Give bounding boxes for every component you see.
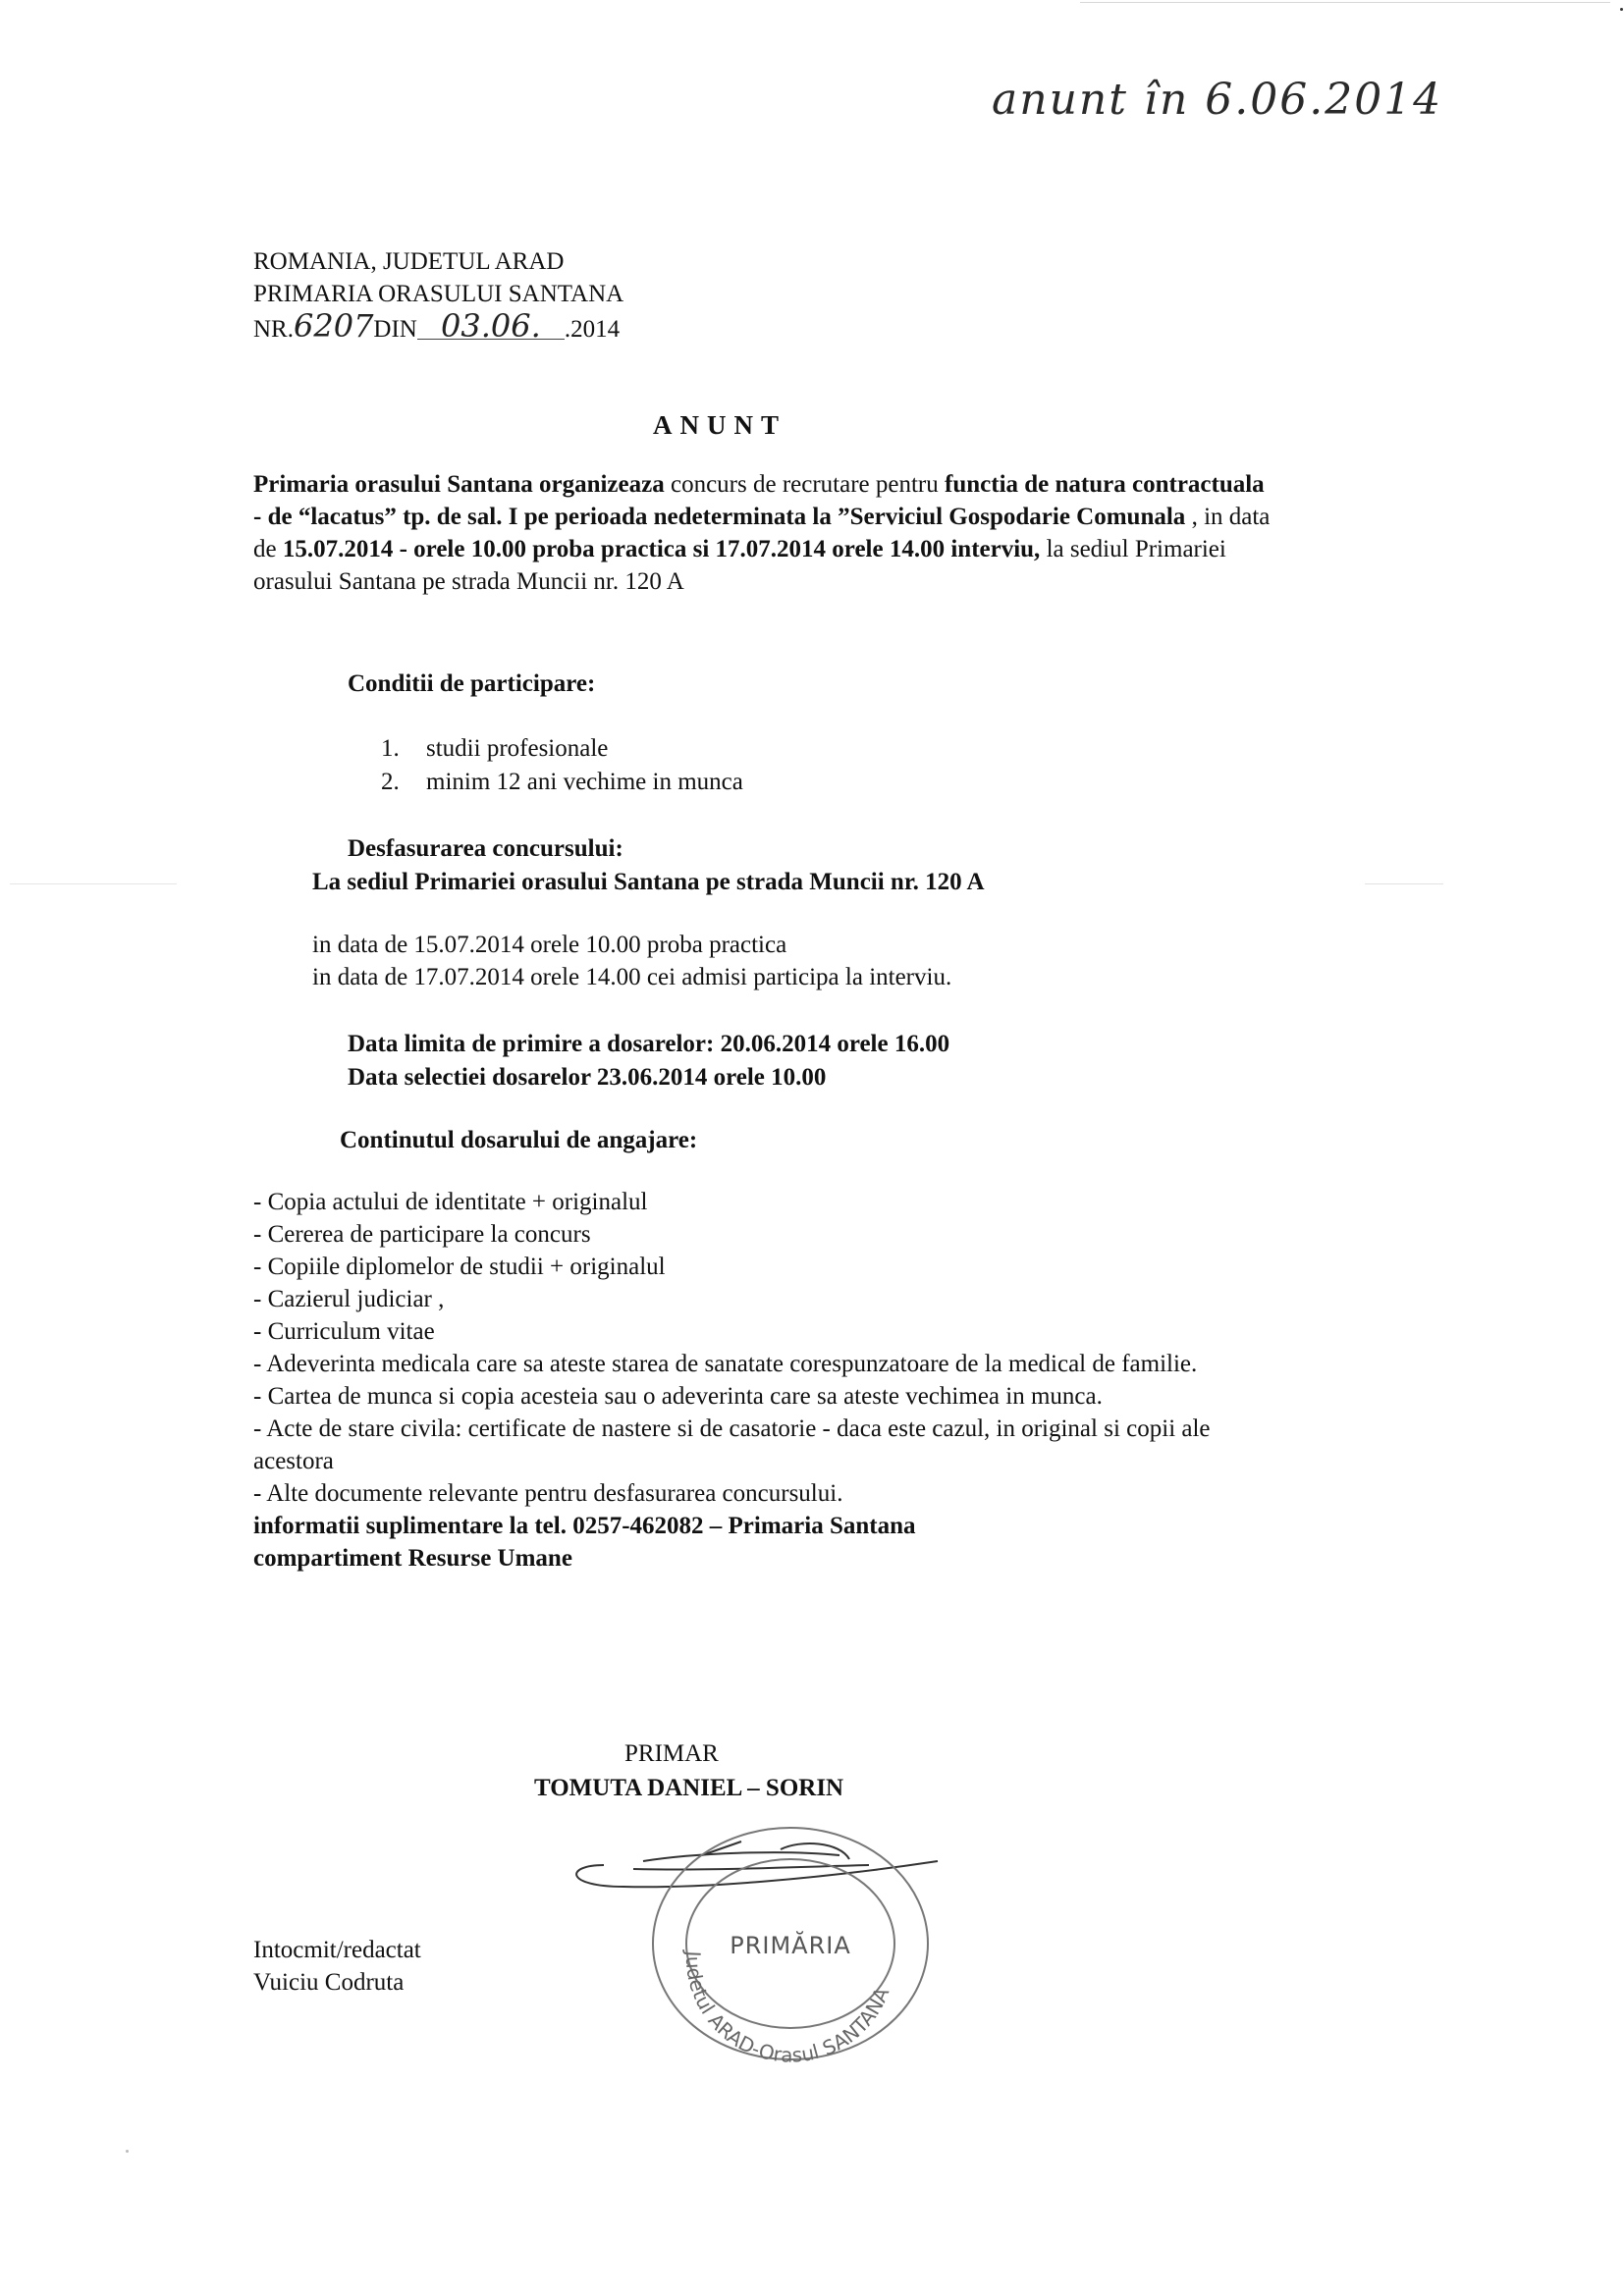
handwritten-annotation: anunt în 6.06.2014 [992, 75, 1443, 125]
document-title: ANUNT [653, 410, 787, 440]
deadline-selection: Data selectiei dosarelor 23.06.2014 orele 10.00 [348, 1064, 827, 1091]
conditions-heading: Conditii de participare: [348, 670, 596, 697]
dossier-heading: Continutul dosarului de angajare: [340, 1127, 698, 1153]
signature-role: PRIMAR [624, 1740, 719, 1767]
procedure-date-2: in data de 17.07.2014 orele 14.00 cei admisi participa la interviu. [312, 964, 952, 990]
dossier-item: - Copiile diplomelor de studii + originalul [253, 1254, 666, 1280]
prepared-by-name: Vuiciu Codruta [253, 1969, 405, 1996]
intro-text-2: , in data de [253, 504, 1271, 562]
header-registration-line [253, 307, 621, 346]
intro-text-1: concurs de recrutare pentru [664, 471, 946, 498]
header-institution: PRIMARIA ORASULUI SANTANA [253, 281, 624, 307]
intro-dates: 15.07.2014 - orele 10.00 proba practica si 17.07.2014 orele 14.00 interviu, [282, 536, 1041, 562]
intro-location: la sediul Primariei orasului Santana pe strada Muncii nr. 120 A [253, 536, 1226, 595]
condition-item: 2. minim 12 ani vechime in munca [381, 769, 743, 795]
dossier-item: - Cererea de participare la concurs [253, 1221, 591, 1248]
dossier-item: - Copia actului de identitate + originalul [253, 1189, 648, 1215]
dossier-item: - Acte de stare civila: certificate de nastere si de casatorie - daca este cazul, in original si copii ale acestora [253, 1415, 1211, 1474]
signature-name: TOMUTA DANIEL – SORIN [534, 1775, 844, 1801]
scan-artifact-dot [1620, 8, 1623, 11]
din-handwritten: 03.06. [417, 313, 565, 340]
stamp-center-text: PRIMĂRIA [730, 1932, 851, 1959]
scan-artifact-dot [126, 2150, 129, 2153]
scan-artifact-left [10, 883, 177, 884]
contact-info: informatii suplimentare la tel. 0257-462082 – Primaria Santana [253, 1513, 916, 1539]
prepared-by-label: Intocmit/redactat [253, 1937, 421, 1963]
scan-artifact-top [1080, 2, 1610, 3]
dossier-item: - Cartea de munca si copia acesteia sau o adeverinta care sa ateste vechimea in munca. [253, 1383, 1103, 1410]
nr-prefix: NR. [253, 316, 294, 343]
dossier-item: - Alte documente relevante pentru desfasurarea concursului. [253, 1480, 843, 1507]
dossier-list [253, 1186, 1294, 1575]
year: .2014 [564, 316, 621, 343]
deadline-submission: Data limita de primire a dosarelor: 20.06.2014 orele 16.00 [348, 1031, 950, 1057]
scan-artifact-right [1365, 883, 1443, 884]
procedure-heading: Desfasurarea concursului: [348, 835, 623, 862]
header-country-county: ROMANIA, JUDETUL ARAD [253, 248, 565, 275]
intro-position: functia de natura contractuala - de “lacatus” tp. de sal. I pe perioada nedeterminata la ”Serviciul Gospodarie Comunala [253, 471, 1265, 530]
contact-department: compartiment Resurse Umane [253, 1545, 572, 1572]
stamp-ring-text: Judetul ARAD-Orasul SANTANA [680, 1949, 894, 2067]
signature-stamp [545, 1826, 957, 2101]
dossier-item: - Curriculum vitae [253, 1318, 435, 1345]
condition-item: 1. studii profesionale [381, 735, 609, 762]
intro-paragraph [253, 468, 1274, 598]
nr-handwritten: 6207 [293, 307, 374, 345]
procedure-location: La sediul Primariei orasului Santana pe strada Muncii nr. 120 A [312, 869, 985, 895]
intro-organizer: Primaria orasului Santana organizeaza [253, 471, 665, 498]
dossier-item: - Cazierul judiciar , [253, 1286, 445, 1312]
din-label: DIN [373, 316, 417, 343]
dossier-item: - Adeverinta medicala care sa ateste starea de sanatate corespunzatoare de la medical de familie. [253, 1351, 1198, 1377]
conditions-list [381, 732, 743, 799]
procedure-date-1: in data de 15.07.2014 orele 10.00 proba practica [312, 932, 787, 958]
